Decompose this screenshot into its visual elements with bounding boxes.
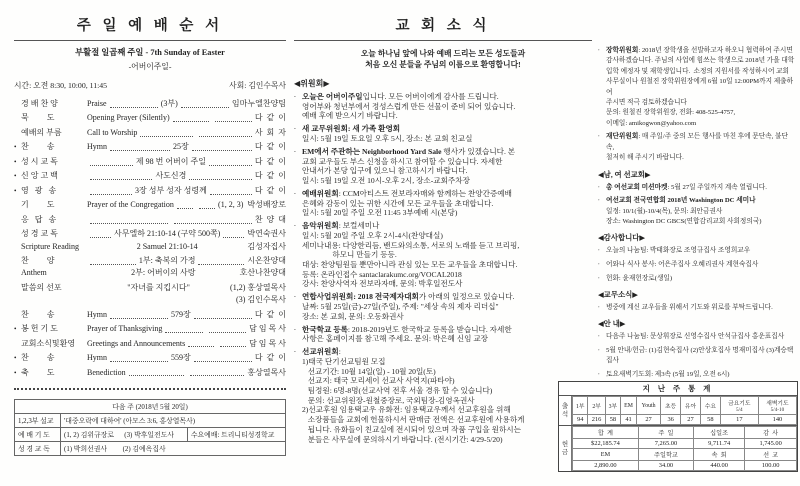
leader-dots (194, 318, 252, 319)
worship-row (14, 127, 286, 139)
announcement-line: 1)태국 단기선교팀원 모집 (302, 356, 386, 366)
announcement-text: : 매 주일/주 중의 모든 행사를 마친 후에 문단속, 불단속, (606, 133, 788, 151)
row-label-line2: Scripture Reading (21, 241, 79, 251)
row-detail: "자녀를 지킵시다" (127, 282, 190, 292)
row-performer-line2: 김성자집사 (247, 241, 286, 251)
worship-row (14, 185, 286, 197)
leader-dots (90, 223, 168, 224)
leader-dots (140, 136, 193, 137)
attendance-header-cell: 2부 (588, 397, 605, 415)
row-performer: 다 같 이 (254, 185, 287, 195)
church-news-title: 교 회 소 식 (294, 14, 592, 41)
offering-value-row-1 (573, 439, 797, 449)
row-label-english: Hymn (87, 353, 107, 363)
row-label-korean: 응 답 송 (21, 214, 57, 224)
announcement-head: 선교위원회 (302, 347, 339, 357)
next-week-reading: (1) 박희선권사 (2) 김예옥집사 (61, 441, 286, 455)
worship-row (14, 228, 286, 253)
announcement-line: 일정: 10/1(월)-10/4(목), 문의: 최안금권사 (606, 207, 723, 215)
leader-dots (190, 375, 245, 376)
row-label-korean: 찬 양 (21, 256, 55, 266)
leader-dots (209, 332, 246, 333)
row-label-english: Opening Prayer (Silently) (87, 113, 170, 123)
offering-header-cell: 십일조 (694, 427, 745, 439)
announcement-line: 선교지: 태국 모리세이 선교사 사역지(파타야) (302, 376, 455, 386)
announcement-text: : 보컬세미나 (338, 221, 380, 231)
leader-dots (110, 318, 168, 319)
row-label-korean: 성 시 교 독 (21, 156, 58, 166)
row-performer: 홍상열목사 (247, 367, 287, 377)
leader-dots (188, 346, 214, 347)
row-performer: 시온찬양대 (247, 256, 287, 266)
announcement-text: 입니다. 모든 어버이에게 감사를 드립니다. (362, 92, 499, 101)
row-performer: 박연숙권사 (247, 229, 287, 239)
row-bullet: • (14, 368, 17, 377)
attendance-value-cell: 216 (588, 415, 605, 425)
attendance-header-cell: 1부 (573, 397, 588, 415)
section-header: ◀감사합니다▶ (598, 233, 646, 243)
service-times: 시간: 오전 8:30, 10:00, 11:45 (14, 81, 108, 90)
row-label-korean: 예배의 부름 (21, 127, 62, 137)
worship-order-list (14, 98, 286, 379)
announcement-line: 됩니다. 유화들이 친교실에 전시되어 있으며 작품 구입을 원하시는 (302, 424, 521, 434)
attendance-header-cell: 3부 (605, 397, 620, 415)
news-section (598, 232, 796, 284)
leader-dots (209, 165, 252, 166)
announcement-line: 은혜와 감동이 있는 귀한 시간에 모든 교우들을 초대합니다. (302, 198, 494, 208)
attendance-value-cell: 36 (661, 415, 681, 425)
worship-row (14, 309, 286, 321)
row-performer: 담 임 목 사 (249, 324, 287, 334)
row-label-korean: 축 도 (21, 367, 55, 377)
announcement-text: 가 아래의 일정으로 있습니다. (418, 292, 515, 302)
announcement-head: 연합사업위원회: 2018 전국제자대회 (302, 292, 419, 302)
attendance-header-cell: 초등 (661, 397, 681, 415)
row-label-english: Prayer of the Congregation (87, 200, 174, 210)
row-label-korean: 묵 도 (21, 113, 55, 123)
announcement-item (598, 260, 796, 270)
news-section (598, 318, 796, 380)
attendance-header-cell: 금요기도 5/4 (720, 397, 758, 415)
presider: 사회: 김인수목사 (229, 81, 286, 90)
announcement-line: 분들은 사무실에 문의하시기 바랍니다. (전시기간: 4/29-5/20) (302, 434, 503, 444)
row-label-korean: 말씀의 선포 (21, 282, 62, 292)
leader-dots (90, 237, 111, 238)
committee-section-header: ◀위원회▶ (294, 79, 330, 88)
announcement-line: 세미나내용: 다양한리듬, 밴드와의소통, 서로의 노래를 듣고 브리핑, (302, 240, 520, 250)
announcement-line: 철저히 해 주시기 바랍니다. (606, 154, 684, 162)
worship-row (14, 282, 286, 307)
welcome-line-1: 오늘 하나님 앞에 나와 예배 드리는 모든 성도들과 (360, 49, 526, 58)
offering-header-row-2 (573, 449, 797, 461)
row-bullet: • (14, 186, 17, 195)
row-detail-line2: 2부: 어버이의 사랑 (131, 268, 196, 278)
announcement-line: 영어부와 청년부에서 정성스럽게 만든 선물이 준비 되어 있습니다. (302, 101, 516, 111)
row-detail: 사도신경 (155, 171, 187, 181)
announcement-line: 선교기간: 10월 14일(일) - 10월 20일(토) (302, 366, 436, 376)
announcement-list (294, 92, 592, 444)
announcement-line: 장소: 본 교회, 문의: 오동화권사 (302, 311, 404, 321)
row-label-line2: Anthem (21, 268, 47, 278)
leader-dots (199, 208, 215, 209)
offering-header-cell: 속 회 (694, 449, 745, 461)
worship-row (14, 352, 286, 364)
announcement-item (294, 347, 592, 444)
offering-header-cell: 합 계 (573, 427, 639, 439)
row-performer: (1, 2, 3) 박성배장로 (218, 200, 286, 210)
announcement-text: 다음주 나눔팀: 문상휘장로 신영수집사 안석규집사 홍운표집사 (606, 333, 785, 341)
leader-dots (223, 237, 244, 238)
attendance-header-cell: EM (621, 397, 637, 415)
announcement-item (598, 196, 796, 227)
row-performer: 찬 양 대 (254, 214, 286, 224)
row-label-english: Hymn (87, 142, 107, 152)
offering-header-cell: 주 일 (638, 427, 693, 439)
leader-dots (129, 375, 184, 376)
attendance-header-row (573, 397, 797, 415)
leader-dots (210, 194, 252, 195)
worship-order-title: 주 일 예 배 순 서 (14, 14, 286, 41)
announcement-text: 오늘의 나눔팀: 박태화장로 조영규집사 조영희교우 (606, 247, 751, 255)
row-label-english: Prayer of Thanksgiving (87, 324, 163, 334)
row-label-korean: 찬 송 (21, 309, 55, 319)
row-bullet: • (14, 172, 17, 181)
welcome-line-2: 처음 오신 분들을 주님의 이름으로 환영합니다! (365, 60, 521, 69)
announcement-line: 예배 후에 받으시기 바랍니다. (302, 111, 398, 121)
row-detail: 제 98 번 어버이 주일 (135, 156, 206, 166)
row-label-korean: 찬 송 (21, 353, 55, 363)
announcement-item (598, 274, 796, 284)
section-header: ◀남, 여 선교회▶ (598, 169, 651, 179)
row-label-english: Praise (87, 99, 107, 108)
worship-row (14, 199, 286, 211)
next-week-row-header: 성 경 교 독 (15, 441, 61, 455)
row-performer: 담 임 목 사 (249, 338, 286, 348)
row-label-korean: 경 배 찬 양 (21, 99, 58, 108)
row-bullet: • (14, 354, 17, 363)
offering-header-row-1 (573, 427, 797, 439)
attendance-value-cell: 17 (720, 415, 758, 425)
announcement-line: 2)선교후원 임용택교우 유화전: 임용택교우께서 선교후원을 위해 (302, 405, 511, 415)
row-bullet: • (14, 143, 17, 152)
row-label-korean: 영 광 송 (21, 185, 57, 195)
announcement-line: 사항은 홈페이지를 참고해 주세요. 문의: 박은혜 신임 교장 (302, 334, 489, 344)
worship-row (14, 214, 286, 226)
next-week-row-header: 1,2,3부 설교 (15, 413, 61, 427)
attendance-header-cell: Youth (636, 397, 660, 415)
leader-dots (90, 194, 132, 195)
news-right-panel (598, 46, 796, 385)
announcement-line: 문의: 선교위원장-원철중장로, 국외팀장-김영옥권사 (302, 395, 475, 405)
announcement-text: : CCM아티스트 전보라자매와 함께하는 찬양간증예배 (338, 188, 512, 198)
row-label-english: Call to Worship (87, 127, 138, 137)
row-label-korean: 교회소식및환영 (21, 338, 76, 348)
worship-row (14, 170, 286, 182)
announcement-line: 일시: 5월 20일 주일 오후 2시-4시(찬양대실) (302, 230, 443, 240)
announcement-text: 어와나 식사 봉사: 어은주집사 오혜리권사 계현숙집사 (606, 261, 759, 269)
dotted-divider (14, 388, 286, 390)
announcement-line: 입학 예정자 및 재학생입니다. 소정의 지원서를 작성하시어 교회 (606, 67, 790, 75)
leader-dots (110, 107, 158, 108)
leader-dots (194, 361, 252, 362)
next-week-prayer: (1, 2) 김위규장로 (3) 박후일전도사 (61, 427, 188, 441)
next-week-title: 다음 주 (2018년 5월 20일) (15, 399, 286, 413)
announcement-head: 새 교무위원회: 새 가족 환영회 (302, 124, 401, 134)
announcement-line: 하모니 만들기 등등. (302, 250, 397, 260)
row-label-english: Hymn (87, 309, 107, 319)
announcement-item (294, 292, 592, 321)
offering-value-cell: 1,745.00 (745, 439, 797, 449)
row-label-english: Greetings and Announcements (87, 338, 186, 348)
announcement-item (598, 303, 796, 313)
leader-dots (90, 179, 152, 180)
announcement-item (294, 124, 592, 143)
leader-dots (174, 223, 252, 224)
announcement-item (598, 46, 796, 129)
leader-dots (189, 179, 251, 180)
news-section (598, 169, 796, 228)
worship-row (14, 338, 286, 350)
announcement-text: : (338, 347, 341, 357)
offering-value-cell: $22,185.74 (573, 439, 639, 449)
row-label-korean: 찬 송 (21, 142, 55, 152)
worship-row (14, 141, 286, 153)
attendance-value-cell: 94 (573, 415, 588, 425)
offering-value-cell: 7,265.00 (638, 439, 693, 449)
news-section (598, 289, 796, 313)
announcement-line: 문의: 원철진 장학위원장, 전화: 408-525-4757, (606, 109, 736, 117)
row-detail: 559장 (171, 353, 191, 363)
row-performer: 임마누엘찬양팀 (231, 99, 287, 108)
offering-header-cell: 선 교 (745, 449, 797, 461)
row-label-english: Benediction (87, 367, 126, 377)
announcement-line: 사무실이나 원철진 장학위원장에게 6월 10일 12:00PM까지 제출하여 (606, 78, 794, 96)
announcement-line: 강사: 찬양사역자 전보라자매, 문의: 박후일전도사 (302, 279, 463, 289)
announcement-head: 오늘은 어버이주일 (302, 92, 363, 101)
stats-title: 지 난 주 통 계 (559, 382, 797, 396)
worship-subtitle-2: -어버이주일- (128, 62, 172, 71)
announcement-item (598, 332, 796, 342)
offering-value-cell: 2,890.00 (573, 461, 639, 471)
announcement-head: EM에서 주관하는 Neighborhood Yard Sale (302, 146, 442, 156)
announcement-line: 날짜: 5월 25일(금)-27일(주일), 주제: "세상 속의 제자 리더십" (302, 302, 499, 311)
attendance-value-cell: 140 (758, 415, 796, 425)
offering-value-cell: 9,711.74 (694, 439, 745, 449)
row-label-korean: 기 도 (21, 200, 55, 210)
row-performer: 다 같 이 (254, 171, 287, 181)
announcement-item (294, 189, 592, 218)
announcement-head: 재단위원회 (606, 133, 639, 141)
row-performer: 다 같 이 (254, 142, 287, 152)
row-performer: 사 회 자 (254, 127, 287, 137)
leader-dots (181, 107, 229, 108)
offering-value-cell: 34.00 (638, 461, 693, 471)
attendance-header-cell: 수요 (700, 397, 720, 415)
offering-value-cell: 440.00 (694, 461, 745, 471)
leader-dots (90, 264, 136, 265)
worship-row (14, 112, 286, 124)
row-performer: 다 같 이 (254, 156, 287, 166)
announcement-line: 교회 교우들도 부스 신청을 하시고 참여할 수 있습니다. 자세한 (302, 156, 503, 166)
announcement-head: 총 여선교회 미션마켓 (606, 183, 668, 191)
announcement-item (294, 147, 592, 186)
attendance-value-cell: 27 (681, 415, 701, 425)
announcement-line: 팀정원: 6명-8명(선교사역 전후 서울 경유 할 수 있습니다) (302, 386, 493, 395)
attendance-header-cell: 유아 (681, 397, 701, 415)
leader-dots (110, 150, 170, 151)
next-week-table (14, 399, 286, 456)
announcement-head: 여선교회 전국연합회 2018년 Washington DC 세미나 (606, 197, 756, 205)
announcement-text: 행사가 있겠습니다. 본 (441, 146, 516, 156)
announcement-item (598, 132, 796, 163)
row-detail: 579장 (171, 309, 191, 319)
announcement-item (294, 221, 592, 289)
announcement-item (598, 346, 796, 367)
announcement-line: 등록: 온라인접수 santaclarakumc.org/VOCAL2018 (302, 269, 462, 279)
offering-header-cell: 감 사 (745, 427, 797, 439)
church-news-panel (294, 14, 592, 447)
announcement-text: : 2018-2019년도 한국학교 등록을 받습니다. 자세한 (347, 324, 512, 334)
offering-header-cell: 주일학교 (638, 449, 693, 461)
leader-dots (173, 121, 210, 122)
row-detail-line2: 2 Samuel 21:10-14 (136, 241, 198, 251)
section-header: ◀안 내▶ (598, 319, 626, 329)
announcement-item (598, 183, 796, 193)
next-week-sermon: '대중오락에 대하여' (아모스 3:6, 홍상열목사) (61, 413, 286, 427)
announcement-line: 일시: 5월 19일 토요일 오후 5시, 장소: 본 교회 친교실 (302, 134, 473, 143)
announcement-item (294, 325, 592, 344)
worship-row (14, 255, 286, 280)
last-week-stats-table (558, 381, 798, 472)
announcement-line: 장소: Washington DC GBCS(연합감리교회 사회정의국) (606, 218, 762, 226)
row-performer: (1,2) 홍상열목사 (230, 282, 287, 292)
news-section (598, 46, 796, 164)
announcement-head: 장학위원회 (606, 47, 639, 54)
announcement-line: 주시면 적극 검토하겠습니다 (606, 99, 687, 107)
announcement-line: 대상: 찬양팀원들 뿐만아니라 관심 있는 모든 교우들을 초대합니다. (302, 260, 518, 269)
row-label-korean: 봉 헌 기 도 (21, 324, 58, 334)
announcement-line: 소장품들을 교회에 헌물하시서 판매금 전액은 선교후원에 사용하게 (302, 415, 525, 425)
worship-row (14, 98, 286, 110)
announcement-line: 감사하겠습니다. 주님의 사업에 힘쓰는 학생으로 2018년 가을 대학 (606, 57, 795, 65)
attendance-header-cell: 새벽기도 5/4-10 (758, 397, 796, 415)
leader-dots (215, 121, 252, 122)
attendance-value-cell: 41 (621, 415, 637, 425)
row-label-korean: 신 앙 고 백 (21, 171, 58, 181)
row-detail: 25장 (173, 142, 189, 152)
announcement-text: : 2018년 장학생을 선발하고자 하오니 협력하여 주시면 (638, 47, 793, 54)
offering-value-cell: 100.00 (745, 461, 797, 471)
worship-row (14, 323, 286, 335)
next-week-row-header: 예 배 기 도 (15, 427, 61, 441)
leader-dots (165, 332, 202, 333)
row-performer: 다 같 이 (254, 353, 287, 363)
leader-dots (90, 165, 133, 166)
announcement-line: 안내서가 본당 입구에 있으니 참고하시기 바랍니다. (302, 166, 468, 176)
leader-dots (199, 136, 252, 137)
announcement-line: 이메일: amikogwon@yahoo.com (606, 119, 697, 127)
row-detail: 3장 성부 성자 성령께 (135, 185, 207, 195)
offering-value-row-2 (573, 461, 797, 471)
worship-subtitle: 부활절 일곱째 주일 - 7th Sunday of Easter (75, 48, 225, 57)
leader-dots (110, 361, 168, 362)
announcement-line: 일시: 5월 19일 오전 10시-오후 2시, 장소-교회주차장 (302, 176, 470, 185)
attendance-row-label: 출석 (559, 396, 572, 425)
announcement-item (598, 370, 796, 380)
attendance-value-row (573, 415, 797, 425)
row-detail: 1부: 축복의 가정 (138, 256, 196, 266)
leader-dots (198, 264, 244, 265)
worship-order-panel (14, 14, 286, 456)
leader-dots (192, 150, 252, 151)
announcement-head: 한국학교 등록 (302, 324, 348, 334)
attendance-value-cell: 58 (605, 415, 620, 425)
offering-header-cell: EM (573, 449, 639, 461)
announcement-item (598, 246, 796, 256)
row-label-korean: 성 경 교 독 (21, 229, 58, 239)
row-performer: 다 같 이 (254, 113, 286, 123)
row-bullet: • (14, 325, 17, 334)
worship-row (14, 156, 286, 168)
row-performer-line2: 호산나찬양대 (239, 268, 287, 278)
announcement-head: 예배위원회 (302, 188, 339, 198)
announcement-text: 병중에 계신 교우들을 위해서 기도와 위로를 부탁드립니다. (606, 304, 773, 312)
row-performer-line2: (3) 김인수목사 (236, 295, 286, 305)
announcement-head: 음악위원회 (302, 221, 339, 231)
row-performer: 다 같 이 (254, 309, 287, 319)
offering-row-label: 헌금 (559, 426, 572, 471)
announcement-line: 일시: 5월 20일 주일 오전 11:45 3부예배 시(본당) (302, 208, 458, 218)
leader-dots (220, 346, 246, 347)
row-detail: (3부) (160, 99, 178, 108)
announcement-text: 토요새벽기도회: 제3속 (5월 19일, 오전 6시) (606, 371, 730, 379)
worship-row (14, 367, 286, 379)
attendance-value-cell: 27 (636, 415, 660, 425)
attendance-value-cell: 58 (700, 415, 720, 425)
announcement-text: 헌화: 윤재헌장로(생일) (606, 274, 673, 282)
announcement-text: 5월 안내/헌금: (1)김현숙집사 (2)안상호집사 명재미집사 (3)계승택집사 (606, 347, 794, 365)
announcement-text: : 5월 27일 주일까지 계속 열립니다. (667, 183, 767, 191)
announcement-item (294, 92, 592, 121)
row-bullet: • (14, 157, 17, 166)
section-header: ◀교무소식▶ (598, 290, 638, 300)
next-week-wednesday: 수요예배: 트리니티성경학교 (187, 427, 285, 441)
leader-dots (177, 208, 193, 209)
row-detail: 사무엘하 21:10-14 (구약 500쪽) (114, 229, 221, 239)
